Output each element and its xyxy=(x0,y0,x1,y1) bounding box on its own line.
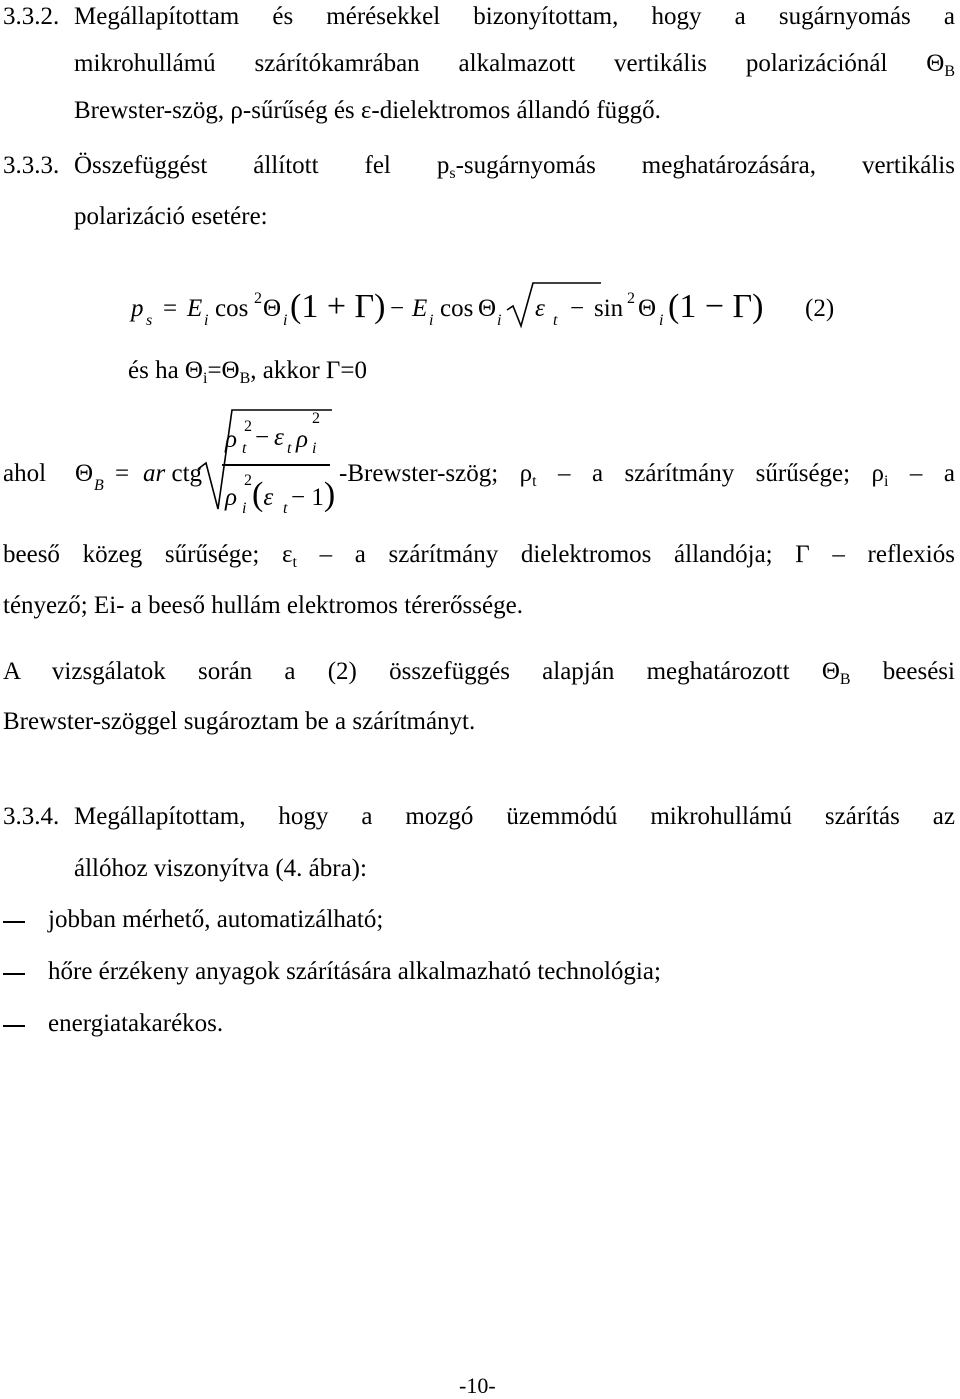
para-vizsg-line2: Brewster-szöggel sugároztam be a szárítmányt. xyxy=(3,708,476,735)
section-number-332: 3.3.2. xyxy=(3,3,60,30)
s333-line1: Összefüggést állított fel $p_s$-sugárnyomás meghatározására, vertikális xyxy=(74,152,955,182)
section-number-333: 3.3.3. xyxy=(3,152,60,179)
para-beeso-line1: beeső közeg sűrűsége; $\varepsilon_t$ – a szárítmány dielektromos állandója; Γ – reflexiós xyxy=(3,541,955,571)
fraction-bar xyxy=(222,464,330,466)
s334-line1: Megállapítottam, hogy a mozgó üzemmódú mikrohullámú szárítás az xyxy=(74,803,955,830)
list-item: energiatakarékos. xyxy=(48,1010,224,1037)
brewster-text: -Brewster-szög; $\rho_t$ – a szárítmány sűrűsége; $\rho_i$ – a xyxy=(339,460,955,490)
para-vizsg-line1: A vizsgálatok során a (2) összefüggés alapján meghatározott $\Theta_B$ beesési xyxy=(3,658,955,688)
condition-line: és ha $\Theta_i=\Theta_B$, akkor Γ=0 xyxy=(128,357,367,387)
list-item: jobban mérhető, automatizálható; xyxy=(48,906,384,933)
dash-bullet xyxy=(3,1025,25,1027)
para-beeso-line2: tényező; Ei- a beeső hullám elektromos térerőssége. xyxy=(3,592,523,619)
list-item: hőre érzékeny anyagok szárítására alkalmazható technológia; xyxy=(48,958,661,985)
s334-line2: állóhoz viszonyítva (4. ábra): xyxy=(74,855,367,882)
equation-label: (2) xyxy=(805,295,835,322)
section-number-334: 3.3.4. xyxy=(3,803,60,830)
page-number: -10- xyxy=(459,1373,496,1398)
s333-line2: polarizáció esetére: xyxy=(74,203,268,230)
s332-line1: Megállapítottam és mérésekkel bizonyítottam, hogy a sugárnyomás a xyxy=(74,3,955,30)
dash-bullet xyxy=(3,921,25,923)
s332-line2: mikrohullámú szárítókamrában alkalmazott vertikális polarizációnál $\Theta_B$ xyxy=(74,50,955,80)
dash-bullet xyxy=(3,973,25,975)
s332-line3: Brewster-szög, ρ-sűrűség és ε-dielektromos állandó függő. xyxy=(74,97,661,124)
